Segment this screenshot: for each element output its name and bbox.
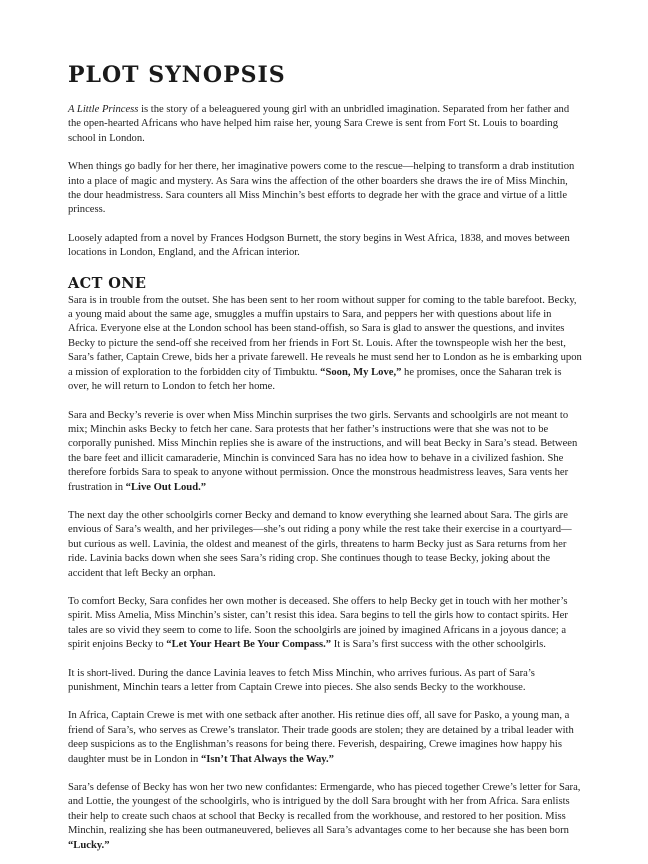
song-title: “Let Your Heart Be Your Compass.” bbox=[166, 639, 332, 651]
song-title: “Live Out Loud.” bbox=[125, 481, 207, 493]
song-title: “Isn’t That Always the Way.” bbox=[201, 753, 334, 765]
paragraph bbox=[68, 709, 582, 767]
text-run: Loosely adapted from a novel by Frances Hodgson Burnett, the story begins in West Africa, 1838, and moves between locations in London, England, and the African interior. bbox=[68, 232, 570, 259]
text-run: In Africa, Captain Crewe is met with one setback after another. His retinue dies off, all save for Pasko, a young man, a friend of Sara’s, who serves as Crewe’s translator. Their trade goods are stolen; they are detained by a tribal leader with deep suspicions as to the Englishman’s reasons for being there. Feverish, despairing, Crewe imagines how happy his daughter must be in London in bbox=[68, 710, 574, 765]
text-run: It is Sara’s first success with the other schoolgirls. bbox=[331, 639, 546, 651]
text-run: When things go badly for her there, her imaginative powers come to the rescue—helping to transform a drab institution into a place of magic and mystery. As Sara wins the affection of the other boarders she draws the ire of Miss Minchin, the dour headmistress. Sara counters all Miss Minchin’s best efforts to degrade her with the grace and virtue of a little princess. bbox=[68, 161, 575, 216]
paragraph bbox=[68, 595, 582, 653]
text-run: is the story of a beleaguered young girl with an unbridled imagination. Separated from her father and the open-hearted Africans who have helped him raise her, young Sara Crewe is sent from Fort St. Louis to boarding school in London. bbox=[68, 104, 570, 144]
text-run: It is short-lived. During the dance Lavinia leaves to fetch Miss Minchin, who arrives furious. As part of Sara’s punishment, Minchin tears a letter from Captain Crewe into pieces. She also sends Becky to the workhouse. bbox=[68, 667, 535, 693]
page-title: PLOT SYNOPSIS bbox=[68, 62, 286, 88]
paragraph bbox=[68, 294, 582, 395]
act-one-section bbox=[68, 275, 582, 853]
paragraph bbox=[68, 160, 582, 218]
intro-section bbox=[68, 103, 582, 261]
text-run: To comfort Becky, Sara confides her own mother is deceased. She offers to help Becky get in touch with her mother’s spirit. Miss Amelia, Miss Minchin’s sister, can’t resist this idea. Sara begins to tell the girls how to contact spirits. Her tales are so vivid they seem to come to life. Soon the schoolgirls are joined by imagined Africans in a joyous dance; a spirit enjoins Becky to bbox=[68, 595, 568, 651]
text-run: he promises, once the Saharan trek is over, he will return to London to fetch her home. bbox=[68, 366, 562, 393]
text-run: Sara is in trouble from the outset. She has been sent to her room without supper for coming to the table barefoot. Becky, a young maid about the same age, smuggles a muffin upstairs to Sara, and peppers her with questions about life in Africa. Everyone else at the London school has been stand-offish, so Sara is glad to answer the questions, and invites Becky to picture the send-off she received from her friends in Fort St. Louis. After the townspeople wish her the best, Sara’s father, Captain Crewe, bids her a private farewell. He reveals he must send her to London as he is embarking upon a mission of exploration to the forbidden city of Timbuktu. bbox=[68, 294, 582, 378]
paragraph bbox=[68, 103, 582, 146]
text-run: Sara’s defense of Becky has won her two new confidantes: Ermengarde, who has pieced together Crewe’s letter for Sara, and Lottie, the youngest of the schoolgirls, who is intrigued by the doll Sara brought with her from Africa. Sara enlists their help to create such chaos at school that Becky is recalled from the workhouse, and restored to her position. Miss Minchin, realizing she has been outmaneuvered, believes all Sara’s advantages come to her because she has been born bbox=[68, 782, 581, 837]
paragraph bbox=[68, 667, 582, 696]
song-title: “Lucky.” bbox=[68, 839, 110, 851]
paragraph bbox=[68, 232, 582, 261]
text-run: Sara and Becky’s reverie is over when Miss Minchin surprises the two girls. Servants and schoolgirls are not meant to mix; Minchin asks Becky to fetch her cane. Sara protests that her father’s instructions were that she was not to be corporally punished. Miss Minchin replies she is aware of the instructions, and will beat Becky in Sara’s stead. Between the bare feet and illicit camaraderie, Minchin is convinced Sara has no idea how to behave in a civilized fashion. She therefore forbids Sara to speak to anyone without permission. Once the monstrous headmistress leaves, Sara vents her frustration in bbox=[68, 409, 578, 493]
song-title: “Soon, My Love,” bbox=[320, 366, 402, 378]
paragraph bbox=[68, 781, 582, 853]
intro-paragraphs bbox=[68, 103, 582, 261]
act-one-heading: ACT ONE bbox=[68, 274, 147, 292]
paragraph bbox=[68, 409, 582, 495]
text-run: The next day the other schoolgirls corner Becky and demand to know everything she learned about Sara. The girls are envious of Sara’s wealth, and her privileges—she’s out riding a pony while the rest take their exercise in a courtyard—but curious as well. Lavinia, the oldest and meanest of the girls, threatens to harm Becky just as Sara returns from her ride. Lavinia backs down when she sees Sara’s riding crop. She continues though to tease Becky, joking about the accident that left Becky an orphan. bbox=[68, 509, 572, 579]
paragraph bbox=[68, 509, 582, 581]
work-title: A Little Princess bbox=[68, 104, 139, 115]
act-one-paragraphs bbox=[68, 294, 582, 853]
